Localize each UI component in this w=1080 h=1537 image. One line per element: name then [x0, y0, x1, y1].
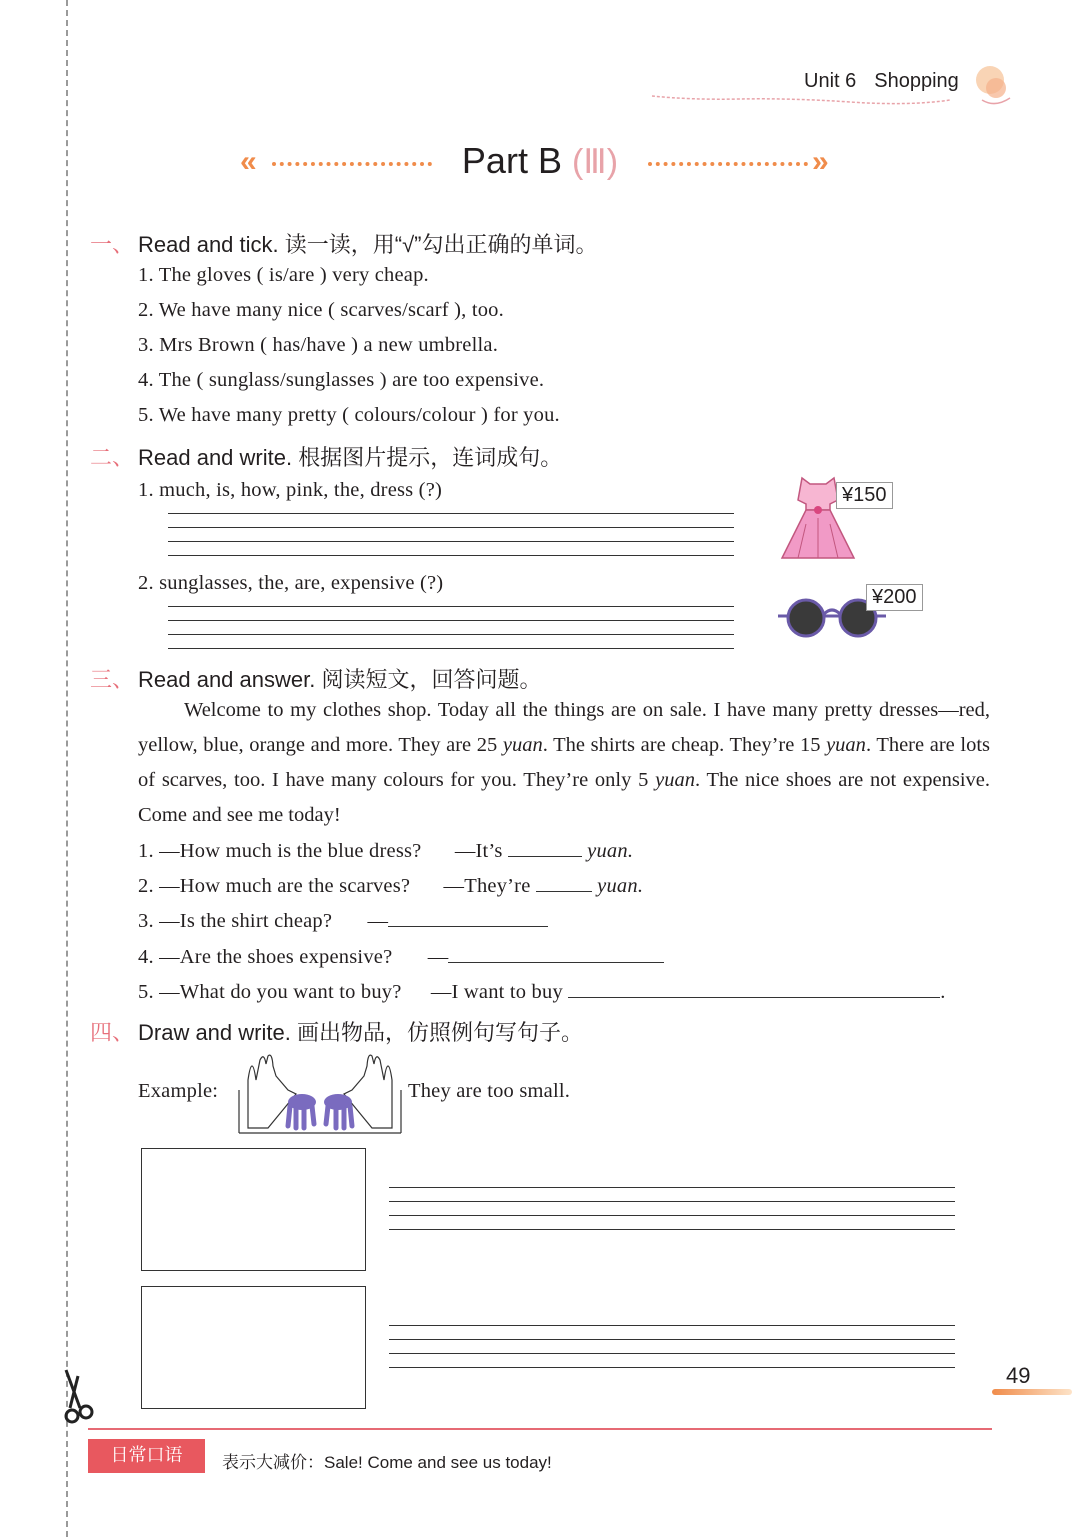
gloves-icon: [238, 1050, 402, 1134]
list-item: 2. sunglasses, the, are, expensive (?): [138, 572, 444, 594]
footer-divider: [88, 1428, 992, 1430]
question-row: [138, 838, 633, 863]
page-number-bar: [992, 1389, 1072, 1395]
passage-yuan: yuan: [655, 769, 695, 791]
writing-line[interactable]: [168, 620, 734, 621]
passage-text: . There are lots of scarves, too. I have many colours for you. They’re only 5: [138, 734, 990, 791]
question-text: 1. —How much is the blue dress?: [138, 840, 422, 862]
answer-blank[interactable]: [508, 838, 582, 857]
writing-line[interactable]: [168, 541, 734, 542]
list-item: 3. Mrs Brown ( has/have ) a new umbrella.: [138, 334, 499, 356]
drawing-box[interactable]: [141, 1286, 366, 1409]
writing-line[interactable]: [389, 1325, 955, 1326]
answer-prefix: —: [367, 910, 389, 932]
list-item: 2. We have many nice ( scarves/scarf ), too.: [138, 299, 504, 321]
answer-prefix: —I want to buy: [430, 981, 563, 1003]
passage-yuan: yuan: [502, 734, 543, 756]
answer-prefix: —: [427, 946, 449, 968]
writing-line[interactable]: [389, 1367, 955, 1368]
daily-phrase-tag: 日常口语: [88, 1439, 205, 1473]
writing-line[interactable]: [168, 634, 734, 635]
section-3-heading: [90, 663, 541, 694]
writing-line[interactable]: [168, 527, 734, 528]
section-number: 一、: [90, 232, 135, 257]
section-number: 四、: [90, 1020, 135, 1045]
unit-label: Unit 6: [804, 70, 857, 92]
writing-line[interactable]: [389, 1201, 955, 1202]
answer-blank[interactable]: [568, 979, 940, 998]
writing-line[interactable]: [168, 648, 734, 649]
part-roman: (Ⅲ): [571, 143, 619, 181]
topic-label: Shopping: [874, 70, 959, 92]
list-item: 4. The ( sunglass/sunglasses ) are too expensive.: [138, 369, 545, 391]
section-2-heading: [90, 441, 562, 472]
question-text: 3. —Is the shirt cheap?: [138, 910, 333, 932]
section-1-heading: [90, 228, 597, 259]
passage-text: Welcome to my clothes shop. Today all the things are on sale. I have many pretty dresses—red, yellow, blue, orange and more. They are 25: [138, 699, 990, 756]
passage-text: . The shirts are cheap. They’re 15: [542, 734, 827, 756]
writing-line[interactable]: [168, 555, 734, 556]
answer-suffix: .: [940, 981, 946, 1003]
cut-line: [66, 0, 68, 1537]
writing-line[interactable]: [389, 1339, 955, 1340]
passage-text: . The nice shoes are not expensive. Come and see me today!: [138, 769, 991, 826]
section-number: 二、: [90, 445, 135, 470]
writing-line[interactable]: [168, 606, 734, 607]
section-title: Read and answer. 阅读短文，回答问题。: [138, 667, 542, 692]
writing-line[interactable]: [389, 1353, 955, 1354]
chevron-left-icon: «: [240, 145, 257, 178]
price-tag: ¥150: [836, 482, 893, 509]
section-title: Draw and write. 画出物品，仿照例句写句子。: [138, 1020, 583, 1045]
list-item: 1. much, is, how, pink, the, dress (?): [138, 479, 443, 501]
answer-blank[interactable]: [388, 908, 548, 927]
answer-suffix: yuan.: [587, 840, 634, 862]
question-row: [138, 944, 664, 969]
question-text: 5. —What do you want to buy?: [138, 981, 402, 1003]
example-label: Example:: [138, 1080, 219, 1102]
price-tag: ¥200: [866, 584, 923, 611]
drawing-box[interactable]: [141, 1148, 366, 1271]
page-number: 49: [1006, 1363, 1031, 1388]
answer-blank[interactable]: [448, 944, 664, 963]
chevron-right-icon: »: [812, 145, 829, 178]
dotted-divider-right: [648, 162, 808, 166]
question-text: 2. —How much are the scarves?: [138, 875, 411, 897]
answer-prefix: —They’re: [443, 875, 531, 897]
scissors-icon: [58, 1368, 100, 1426]
list-item: 1. The gloves ( is/are ) very cheap.: [138, 264, 429, 286]
answer-blank[interactable]: [536, 873, 592, 892]
question-row: [138, 873, 643, 898]
reading-passage: [138, 693, 990, 833]
section-number: 三、: [90, 667, 135, 692]
question-row: [138, 979, 946, 1004]
shell-decoration-icon: [650, 62, 1020, 112]
page-title: [0, 140, 1080, 182]
part-label: Part B: [461, 140, 562, 181]
daily-phrase-text: 表示大减价：Sale! Come and see us today!: [222, 1453, 552, 1472]
example-sentence: They are too small.: [408, 1080, 571, 1102]
list-item: 5. We have many pretty ( colours/colour ) for you.: [138, 404, 560, 426]
section-title: Read and write. 根据图片提示，连词成句。: [138, 445, 563, 470]
section-4-heading: [90, 1016, 583, 1047]
answer-suffix: yuan.: [597, 875, 644, 897]
passage-yuan: yuan: [826, 734, 866, 756]
question-row: [138, 908, 548, 933]
writing-line[interactable]: [389, 1187, 955, 1188]
section-title: Read and tick. 读一读，用“√”勾出正确的单词。: [138, 232, 598, 257]
writing-line[interactable]: [168, 513, 734, 514]
question-text: 4. —Are the shoes expensive?: [138, 946, 393, 968]
writing-line[interactable]: [389, 1215, 955, 1216]
writing-line[interactable]: [389, 1229, 955, 1230]
answer-prefix: —It’s: [454, 840, 503, 862]
